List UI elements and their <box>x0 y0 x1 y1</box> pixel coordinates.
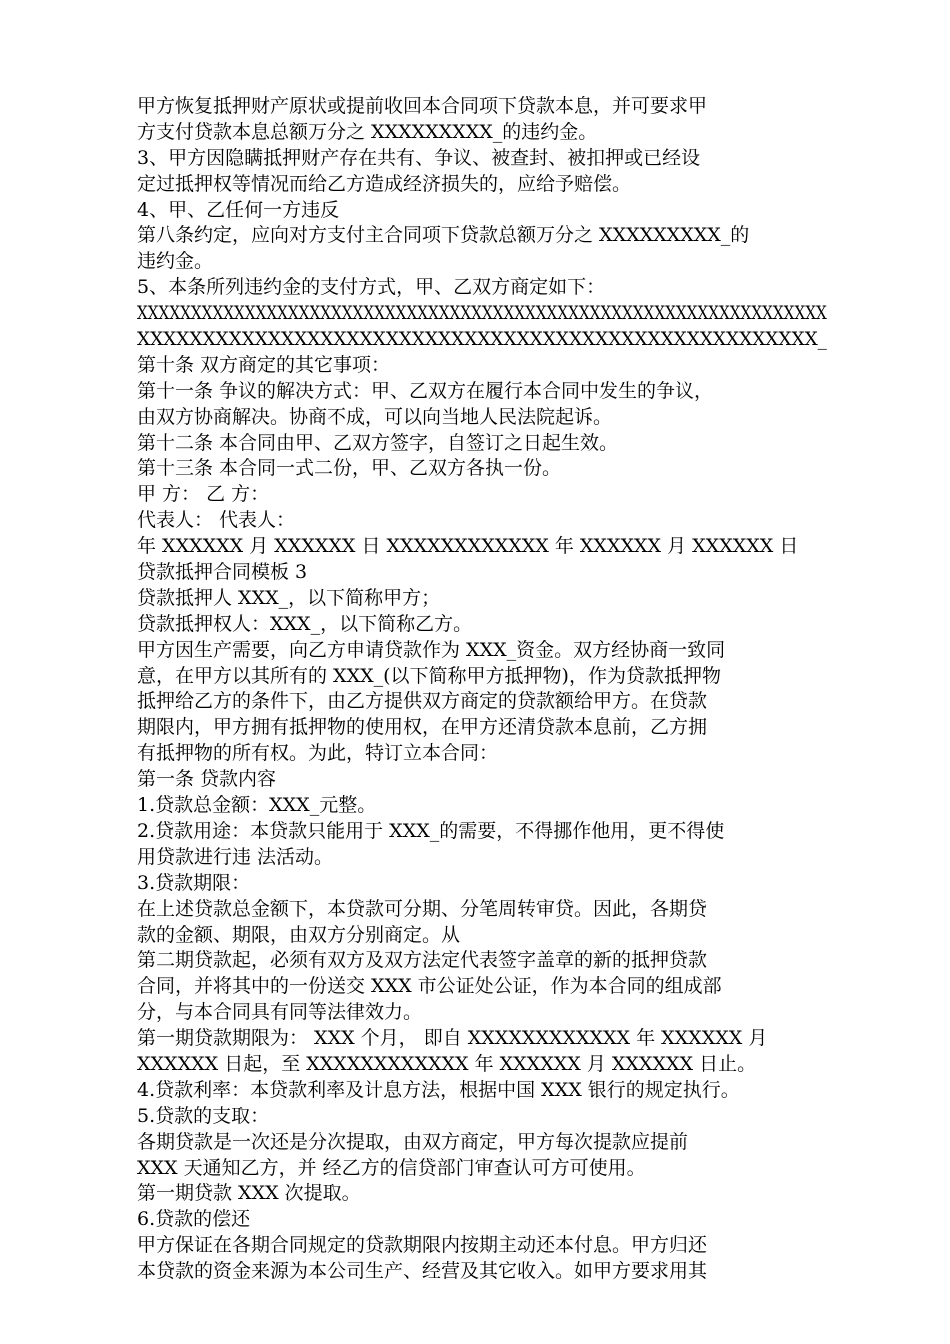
section-heading: 第十三条 本合同一式二份，甲、乙双方各执一份。 <box>137 457 562 480</box>
text-line: 期限内，甲方拥有抵押物的使用权，在甲方还清贷款本息前，乙方拥 <box>137 716 708 739</box>
section-heading: 第十一条 争议的解决方式：甲、乙双方在履行本合同中发生的争议， <box>137 379 714 402</box>
text-line: 合同，并将其中的一份送交 XXX 市公证处公证，作为本合同的组成部 <box>137 975 722 998</box>
signature-dates: 年 XXXXXX 月 XXXXXX 日 XXXXXXXXXXXX 年 XXXXXX 月 XXXXXX 日 <box>137 535 799 558</box>
signature-representatives: 代表人： 代表人： <box>137 509 296 532</box>
signature-parties: 甲 方： 乙 方： <box>137 483 270 506</box>
text-line: 第八条约定，应向对方支付主合同项下贷款总额万分之 XXXXXXXXX_的 <box>137 224 750 247</box>
text-line: 第一期贷款期限为： XXX 个月， 即自 XXXXXXXXXXXX 年 XXXXXX 月 <box>137 1027 768 1050</box>
text-line: 甲方保证在各期合同规定的贷款期限内按期主动还本付息。甲方归还 <box>137 1234 708 1257</box>
text-line: 定过抵押权等情况而给乙方造成经济损失的，应给予赔偿。 <box>137 172 632 195</box>
text-line: 分，与本合同具有同等法律效力。 <box>137 1001 423 1024</box>
text-line: 2.贷款用途：本贷款只能用于 XXX_的需要，不得挪作他用，更不得使 <box>137 819 725 842</box>
text-line: 方支付贷款本息总额万分之 XXXXXXXXX_的违约金。 <box>137 120 598 143</box>
text-line: 抵押给乙方的条件下，由乙方提供双方商定的贷款额给甲方。在贷款 <box>137 690 708 713</box>
text-line: 1.贷款总金额：XXX_元整。 <box>137 794 377 817</box>
section-heading: 第一条 贷款内容 <box>137 768 277 791</box>
section-heading: 第十二条 本合同由甲、乙双方签字，自签订之日起生效。 <box>137 431 619 454</box>
text-line: XXXXXXXXXXXXXXXXXXXXXXXXXXXXXXXXXXXXXXXXXXXXXXXXXXXXXXXXXXXXXXXX <box>137 302 827 325</box>
text-line: 款的金额、期限，由双方分别商定。从 <box>137 923 461 946</box>
text-line: 第二期贷款起，必须有双方及双方法定代表签字盖章的新的抵押贷款 <box>137 949 708 972</box>
text-line: 5.贷款的支取： <box>137 1104 270 1127</box>
text-line: 各期贷款是一次还是分次提取，由双方商定，甲方每次提款应提前 <box>137 1130 689 1153</box>
text-line: 意，在甲方以其所有的 XXX_(以下简称甲方抵押物)，作为贷款抵押物 <box>137 664 721 687</box>
text-line: 违约金。 <box>137 250 214 273</box>
text-line: 用贷款进行违 法活动。 <box>137 845 334 868</box>
text-line: 3.贷款期限： <box>137 871 251 894</box>
template-title: 贷款抵押合同模板 3 <box>137 561 308 584</box>
text-line: 甲方因生产需要，向乙方申请贷款作为 XXX_资金。双方经协商一致同 <box>137 638 726 661</box>
text-line: 甲方恢复抵押财产原状或提前收回本合同项下贷款本息，并可要求甲 <box>137 95 708 117</box>
text-line: 4、甲、乙任何一方违反 <box>137 198 340 221</box>
text-line: 第一期贷款 XXX 次提取。 <box>137 1182 361 1205</box>
text-line: 有抵押物的所有权。为此，特订立本合同： <box>137 742 499 765</box>
text-line: 5、本条所列违约金的支付方式，甲、乙双方商定如下： <box>137 276 606 299</box>
text-line: 6.贷款的偿还 <box>137 1208 251 1231</box>
text-line: 在上述贷款总金额下，本贷款可分期、分笔周转审贷。因此，各期贷 <box>137 897 708 920</box>
section-heading: 第十条 双方商定的其它事项： <box>137 353 391 376</box>
text-line: XXXXXXXXXXXXXXXXXXXXXXXXXXXXXXXXXXXXXXXXXXXXXXXXXXXX_ <box>137 328 827 351</box>
text-line: XXXXXX 日起，至 XXXXXXXXXXXX 年 XXXXXX 月 XXXXXX 日止。 <box>137 1052 757 1075</box>
text-line: 3、甲方因隐瞒抵押财产存在共有、争议、被查封、被扣押或已经设 <box>137 146 701 169</box>
text-line: 贷款抵押权人：XXX_，以下简称乙方。 <box>137 612 473 635</box>
text-line: 4.贷款利率：本贷款利率及计息方法，根据中国 XXX 银行的规定执行。 <box>137 1078 740 1101</box>
text-line: 本贷款的资金来源为本公司生产、经营及其它收入。如甲方要求用其 <box>137 1260 708 1283</box>
text-line: 贷款抵押人 XXX_，以下简称甲方； <box>137 586 441 609</box>
text-line: XXX 天通知乙方，并 经乙方的信贷部门审查认可方可使用。 <box>137 1156 646 1179</box>
document-body <box>137 94 827 1285</box>
text-line: 由双方协商解决。协商不成，可以向当地人民法院起诉。 <box>137 405 613 428</box>
